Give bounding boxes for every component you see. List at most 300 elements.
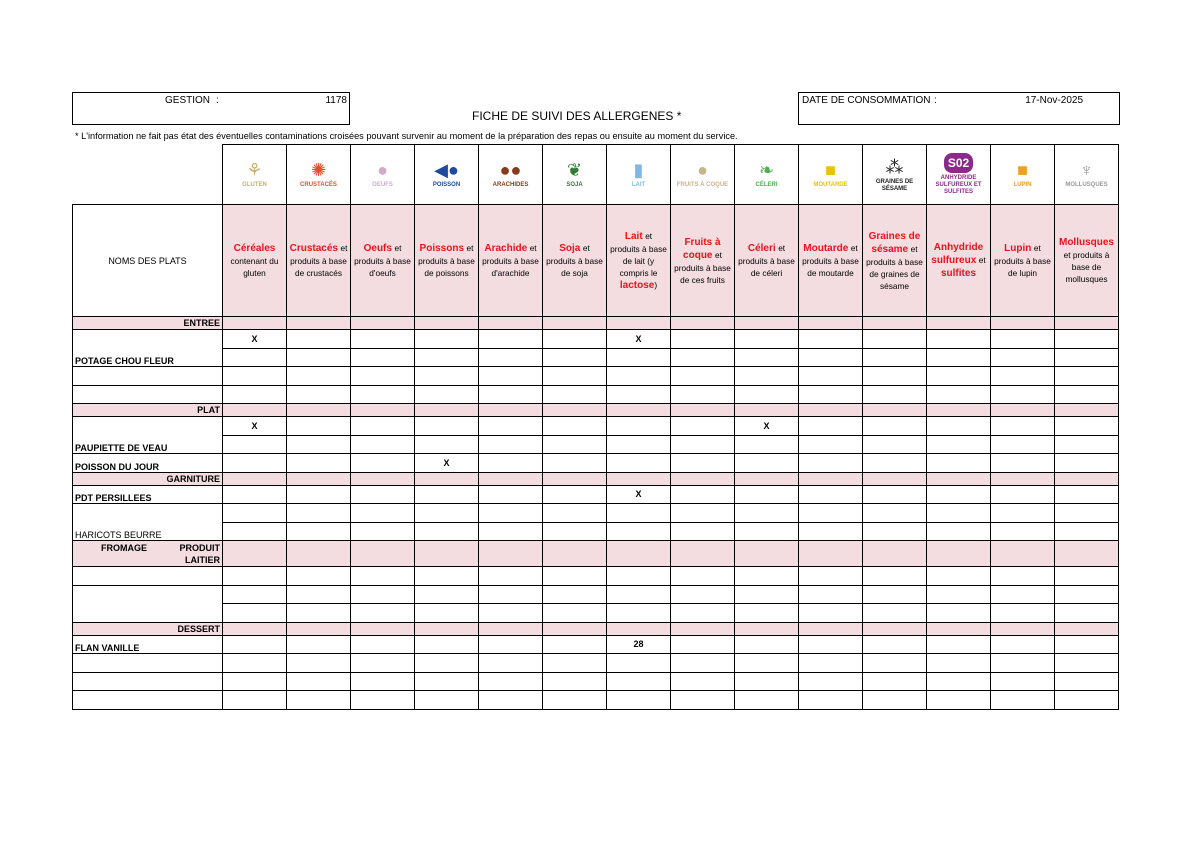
allergen-check-cell[interactable] bbox=[415, 367, 479, 386]
allergen-check-cell[interactable] bbox=[1055, 635, 1119, 654]
allergen-check-cell[interactable] bbox=[671, 385, 735, 404]
allergen-check-cell[interactable] bbox=[223, 367, 287, 386]
allergen-check-cell[interactable] bbox=[415, 654, 479, 673]
allergen-check-cell[interactable] bbox=[607, 417, 671, 436]
allergen-check-cell[interactable] bbox=[287, 385, 351, 404]
allergen-check-cell[interactable] bbox=[223, 691, 287, 710]
allergen-check-cell[interactable] bbox=[799, 385, 863, 404]
allergen-check-cell[interactable] bbox=[223, 635, 287, 654]
allergen-check-cell[interactable] bbox=[543, 454, 607, 473]
allergen-check-cell[interactable] bbox=[1055, 454, 1119, 473]
allergen-check-cell[interactable] bbox=[863, 472, 927, 485]
allergen-check-cell[interactable] bbox=[479, 472, 543, 485]
allergen-check-cell[interactable] bbox=[287, 317, 351, 330]
allergen-check-cell[interactable] bbox=[863, 417, 927, 436]
allergen-check-cell[interactable] bbox=[735, 385, 799, 404]
allergen-check-cell[interactable] bbox=[543, 472, 607, 485]
allergen-check-cell[interactable] bbox=[927, 454, 991, 473]
allergen-check-cell[interactable] bbox=[991, 454, 1055, 473]
allergen-check-cell[interactable]: X bbox=[607, 485, 671, 504]
allergen-check-cell[interactable] bbox=[863, 654, 927, 673]
allergen-check-cell[interactable] bbox=[351, 541, 415, 567]
allergen-check-cell[interactable] bbox=[799, 585, 863, 604]
allergen-check-cell[interactable] bbox=[415, 585, 479, 604]
allergen-check-cell[interactable] bbox=[735, 485, 799, 504]
allergen-check-cell[interactable] bbox=[735, 367, 799, 386]
allergen-check-cell[interactable] bbox=[927, 417, 991, 436]
allergen-check-cell[interactable] bbox=[479, 404, 543, 417]
allergen-check-cell[interactable] bbox=[927, 330, 991, 349]
allergen-check-cell[interactable] bbox=[1055, 472, 1119, 485]
allergen-check-cell[interactable] bbox=[543, 567, 607, 586]
allergen-check-cell[interactable] bbox=[351, 348, 415, 367]
allergen-check-cell[interactable] bbox=[991, 604, 1055, 623]
allergen-check-cell[interactable] bbox=[1055, 485, 1119, 504]
allergen-check-cell[interactable] bbox=[863, 330, 927, 349]
allergen-check-cell[interactable] bbox=[223, 385, 287, 404]
allergen-check-cell[interactable] bbox=[671, 472, 735, 485]
allergen-check-cell[interactable] bbox=[415, 472, 479, 485]
allergen-check-cell[interactable] bbox=[799, 317, 863, 330]
allergen-check-cell[interactable] bbox=[223, 317, 287, 330]
allergen-check-cell[interactable] bbox=[287, 404, 351, 417]
allergen-check-cell[interactable] bbox=[735, 317, 799, 330]
allergen-check-cell[interactable] bbox=[735, 541, 799, 567]
allergen-check-cell[interactable] bbox=[415, 604, 479, 623]
allergen-check-cell[interactable] bbox=[991, 404, 1055, 417]
allergen-check-cell[interactable] bbox=[799, 654, 863, 673]
allergen-check-cell[interactable] bbox=[927, 654, 991, 673]
allergen-check-cell[interactable] bbox=[735, 522, 799, 541]
allergen-check-cell[interactable] bbox=[543, 485, 607, 504]
allergen-check-cell[interactable] bbox=[799, 472, 863, 485]
allergen-check-cell[interactable] bbox=[1055, 367, 1119, 386]
allergen-check-cell[interactable] bbox=[1055, 317, 1119, 330]
allergen-check-cell[interactable] bbox=[991, 367, 1055, 386]
allergen-check-cell[interactable] bbox=[607, 348, 671, 367]
allergen-check-cell[interactable] bbox=[415, 672, 479, 691]
allergen-check-cell[interactable] bbox=[607, 317, 671, 330]
allergen-check-cell[interactable] bbox=[671, 348, 735, 367]
allergen-check-cell[interactable] bbox=[479, 485, 543, 504]
allergen-check-cell[interactable] bbox=[671, 585, 735, 604]
allergen-check-cell[interactable] bbox=[927, 472, 991, 485]
allergen-check-cell[interactable] bbox=[991, 385, 1055, 404]
allergen-check-cell[interactable] bbox=[607, 585, 671, 604]
allergen-check-cell[interactable] bbox=[479, 348, 543, 367]
allergen-check-cell[interactable] bbox=[351, 435, 415, 454]
allergen-check-cell[interactable] bbox=[863, 635, 927, 654]
allergen-check-cell[interactable] bbox=[671, 654, 735, 673]
allergen-check-cell[interactable]: X bbox=[223, 330, 287, 349]
allergen-check-cell[interactable] bbox=[799, 567, 863, 586]
allergen-check-cell[interactable] bbox=[927, 348, 991, 367]
allergen-check-cell[interactable] bbox=[1055, 604, 1119, 623]
allergen-check-cell[interactable] bbox=[223, 622, 287, 635]
allergen-check-cell[interactable] bbox=[223, 585, 287, 604]
allergen-check-cell[interactable] bbox=[799, 417, 863, 436]
allergen-check-cell[interactable] bbox=[735, 504, 799, 523]
allergen-check-cell[interactable] bbox=[223, 348, 287, 367]
allergen-check-cell[interactable] bbox=[415, 541, 479, 567]
allergen-check-cell[interactable] bbox=[799, 522, 863, 541]
allergen-check-cell[interactable] bbox=[287, 472, 351, 485]
allergen-check-cell[interactable] bbox=[351, 672, 415, 691]
allergen-check-cell[interactable] bbox=[223, 541, 287, 567]
allergen-check-cell[interactable] bbox=[799, 541, 863, 567]
allergen-check-cell[interactable] bbox=[863, 435, 927, 454]
allergen-check-cell[interactable] bbox=[927, 541, 991, 567]
allergen-check-cell[interactable] bbox=[351, 417, 415, 436]
allergen-check-cell[interactable] bbox=[543, 691, 607, 710]
allergen-check-cell[interactable] bbox=[863, 485, 927, 504]
allergen-check-cell[interactable] bbox=[543, 604, 607, 623]
allergen-check-cell[interactable] bbox=[927, 404, 991, 417]
allergen-check-cell[interactable] bbox=[479, 654, 543, 673]
allergen-check-cell[interactable] bbox=[927, 485, 991, 504]
allergen-check-cell[interactable] bbox=[479, 622, 543, 635]
allergen-check-cell[interactable] bbox=[287, 454, 351, 473]
allergen-check-cell[interactable] bbox=[927, 317, 991, 330]
allergen-check-cell[interactable] bbox=[799, 485, 863, 504]
allergen-check-cell[interactable] bbox=[607, 622, 671, 635]
allergen-check-cell[interactable] bbox=[671, 485, 735, 504]
allergen-check-cell[interactable]: X bbox=[607, 330, 671, 349]
allergen-check-cell[interactable] bbox=[351, 404, 415, 417]
allergen-check-cell[interactable] bbox=[543, 317, 607, 330]
allergen-check-cell[interactable] bbox=[351, 367, 415, 386]
allergen-check-cell[interactable] bbox=[415, 435, 479, 454]
allergen-check-cell[interactable] bbox=[287, 541, 351, 567]
allergen-check-cell[interactable] bbox=[543, 504, 607, 523]
allergen-check-cell[interactable] bbox=[287, 504, 351, 523]
allergen-check-cell[interactable] bbox=[799, 367, 863, 386]
allergen-check-cell[interactable] bbox=[223, 567, 287, 586]
allergen-check-cell[interactable] bbox=[415, 385, 479, 404]
allergen-check-cell[interactable] bbox=[927, 672, 991, 691]
allergen-check-cell[interactable] bbox=[287, 485, 351, 504]
allergen-check-cell[interactable] bbox=[735, 567, 799, 586]
allergen-check-cell[interactable] bbox=[543, 385, 607, 404]
allergen-check-cell[interactable]: X bbox=[735, 417, 799, 436]
allergen-check-cell[interactable] bbox=[735, 435, 799, 454]
allergen-check-cell[interactable] bbox=[671, 317, 735, 330]
allergen-check-cell[interactable] bbox=[223, 472, 287, 485]
allergen-check-cell[interactable] bbox=[543, 435, 607, 454]
allergen-check-cell[interactable] bbox=[415, 348, 479, 367]
allergen-check-cell[interactable] bbox=[799, 454, 863, 473]
allergen-check-cell[interactable] bbox=[671, 622, 735, 635]
allergen-check-cell[interactable] bbox=[351, 622, 415, 635]
allergen-check-cell[interactable] bbox=[607, 472, 671, 485]
allergen-check-cell[interactable] bbox=[1055, 567, 1119, 586]
allergen-check-cell[interactable] bbox=[543, 622, 607, 635]
allergen-check-cell[interactable] bbox=[543, 672, 607, 691]
allergen-check-cell[interactable] bbox=[991, 567, 1055, 586]
allergen-check-cell[interactable] bbox=[287, 330, 351, 349]
allergen-check-cell[interactable] bbox=[927, 622, 991, 635]
allergen-check-cell[interactable] bbox=[991, 504, 1055, 523]
allergen-check-cell[interactable] bbox=[863, 317, 927, 330]
allergen-check-cell[interactable] bbox=[543, 404, 607, 417]
allergen-check-cell[interactable] bbox=[991, 654, 1055, 673]
allergen-check-cell[interactable]: X bbox=[415, 454, 479, 473]
allergen-check-cell[interactable] bbox=[607, 454, 671, 473]
allergen-check-cell[interactable] bbox=[735, 635, 799, 654]
allergen-check-cell[interactable] bbox=[223, 654, 287, 673]
allergen-check-cell[interactable] bbox=[799, 691, 863, 710]
allergen-check-cell[interactable] bbox=[863, 504, 927, 523]
allergen-check-cell[interactable] bbox=[1055, 672, 1119, 691]
allergen-check-cell[interactable] bbox=[671, 367, 735, 386]
allergen-check-cell[interactable] bbox=[1055, 654, 1119, 673]
allergen-check-cell[interactable] bbox=[415, 485, 479, 504]
allergen-check-cell[interactable] bbox=[863, 367, 927, 386]
allergen-check-cell[interactable] bbox=[479, 585, 543, 604]
allergen-check-cell[interactable] bbox=[351, 485, 415, 504]
allergen-check-cell[interactable] bbox=[799, 672, 863, 691]
allergen-check-cell[interactable] bbox=[415, 404, 479, 417]
allergen-check-cell[interactable] bbox=[607, 367, 671, 386]
allergen-check-cell[interactable] bbox=[991, 622, 1055, 635]
allergen-check-cell[interactable] bbox=[607, 385, 671, 404]
allergen-check-cell[interactable] bbox=[415, 622, 479, 635]
allergen-check-cell[interactable] bbox=[1055, 417, 1119, 436]
allergen-check-cell[interactable] bbox=[223, 404, 287, 417]
allergen-check-cell[interactable] bbox=[543, 635, 607, 654]
allergen-check-cell[interactable] bbox=[735, 604, 799, 623]
allergen-check-cell[interactable] bbox=[223, 454, 287, 473]
allergen-check-cell[interactable] bbox=[543, 541, 607, 567]
allergen-check-cell[interactable] bbox=[351, 635, 415, 654]
allergen-check-cell[interactable] bbox=[223, 672, 287, 691]
allergen-check-cell[interactable] bbox=[863, 404, 927, 417]
allergen-check-cell[interactable] bbox=[735, 472, 799, 485]
allergen-check-cell[interactable] bbox=[223, 604, 287, 623]
allergen-check-cell[interactable] bbox=[991, 330, 1055, 349]
allergen-check-cell[interactable] bbox=[287, 691, 351, 710]
allergen-check-cell[interactable] bbox=[991, 691, 1055, 710]
allergen-check-cell[interactable] bbox=[1055, 622, 1119, 635]
allergen-check-cell[interactable] bbox=[351, 454, 415, 473]
allergen-check-cell[interactable] bbox=[287, 367, 351, 386]
allergen-check-cell[interactable] bbox=[671, 541, 735, 567]
allergen-check-cell[interactable] bbox=[735, 654, 799, 673]
allergen-check-cell[interactable] bbox=[607, 567, 671, 586]
allergen-check-cell[interactable] bbox=[287, 654, 351, 673]
allergen-check-cell[interactable] bbox=[927, 585, 991, 604]
allergen-check-cell[interactable] bbox=[607, 541, 671, 567]
allergen-check-cell[interactable] bbox=[351, 385, 415, 404]
allergen-check-cell[interactable] bbox=[607, 404, 671, 417]
allergen-check-cell[interactable] bbox=[351, 654, 415, 673]
allergen-check-cell[interactable] bbox=[351, 585, 415, 604]
allergen-check-cell[interactable] bbox=[351, 504, 415, 523]
allergen-check-cell[interactable] bbox=[799, 330, 863, 349]
allergen-check-cell[interactable] bbox=[223, 435, 287, 454]
allergen-check-cell[interactable] bbox=[415, 317, 479, 330]
allergen-check-cell[interactable] bbox=[1055, 522, 1119, 541]
allergen-check-cell[interactable] bbox=[1055, 385, 1119, 404]
allergen-check-cell[interactable] bbox=[799, 504, 863, 523]
allergen-check-cell[interactable] bbox=[671, 417, 735, 436]
allergen-check-cell[interactable] bbox=[735, 672, 799, 691]
allergen-check-cell[interactable] bbox=[351, 330, 415, 349]
allergen-check-cell[interactable] bbox=[671, 454, 735, 473]
allergen-check-cell[interactable] bbox=[671, 404, 735, 417]
allergen-check-cell[interactable] bbox=[863, 348, 927, 367]
allergen-check-cell[interactable] bbox=[351, 317, 415, 330]
allergen-check-cell[interactable] bbox=[863, 454, 927, 473]
allergen-check-cell[interactable] bbox=[671, 604, 735, 623]
allergen-check-cell[interactable] bbox=[799, 604, 863, 623]
allergen-check-cell[interactable] bbox=[863, 522, 927, 541]
allergen-check-cell[interactable] bbox=[607, 435, 671, 454]
allergen-check-cell[interactable] bbox=[735, 622, 799, 635]
allergen-check-cell[interactable] bbox=[991, 672, 1055, 691]
allergen-check-cell[interactable] bbox=[479, 504, 543, 523]
allergen-check-cell[interactable] bbox=[927, 567, 991, 586]
allergen-check-cell[interactable] bbox=[927, 504, 991, 523]
allergen-check-cell[interactable] bbox=[479, 317, 543, 330]
allergen-check-cell[interactable] bbox=[991, 317, 1055, 330]
allergen-check-cell[interactable] bbox=[799, 635, 863, 654]
allergen-check-cell[interactable] bbox=[1055, 541, 1119, 567]
allergen-check-cell[interactable] bbox=[479, 635, 543, 654]
allergen-check-cell[interactable] bbox=[415, 567, 479, 586]
allergen-check-cell[interactable] bbox=[1055, 330, 1119, 349]
allergen-check-cell[interactable] bbox=[927, 435, 991, 454]
allergen-check-cell[interactable] bbox=[479, 541, 543, 567]
allergen-check-cell[interactable] bbox=[415, 504, 479, 523]
allergen-check-cell[interactable] bbox=[863, 385, 927, 404]
allergen-check-cell[interactable] bbox=[735, 348, 799, 367]
allergen-check-cell[interactable] bbox=[543, 522, 607, 541]
allergen-check-cell[interactable] bbox=[479, 691, 543, 710]
allergen-check-cell[interactable] bbox=[671, 504, 735, 523]
allergen-check-cell[interactable] bbox=[799, 404, 863, 417]
allergen-check-cell[interactable] bbox=[927, 604, 991, 623]
allergen-check-cell[interactable] bbox=[863, 585, 927, 604]
allergen-check-cell[interactable] bbox=[351, 567, 415, 586]
allergen-check-cell[interactable] bbox=[863, 691, 927, 710]
allergen-check-cell[interactable] bbox=[991, 485, 1055, 504]
allergen-check-cell[interactable] bbox=[607, 504, 671, 523]
allergen-check-cell[interactable] bbox=[991, 472, 1055, 485]
allergen-check-cell[interactable] bbox=[351, 691, 415, 710]
allergen-check-cell[interactable] bbox=[287, 417, 351, 436]
allergen-check-cell[interactable] bbox=[863, 541, 927, 567]
allergen-check-cell[interactable] bbox=[991, 417, 1055, 436]
allergen-check-cell[interactable] bbox=[543, 417, 607, 436]
allergen-check-cell[interactable] bbox=[223, 522, 287, 541]
allergen-check-cell[interactable] bbox=[799, 435, 863, 454]
allergen-check-cell[interactable] bbox=[927, 522, 991, 541]
allergen-check-cell[interactable] bbox=[1055, 585, 1119, 604]
allergen-check-cell[interactable] bbox=[799, 622, 863, 635]
allergen-check-cell[interactable] bbox=[1055, 504, 1119, 523]
allergen-check-cell[interactable] bbox=[863, 622, 927, 635]
allergen-check-cell[interactable] bbox=[223, 485, 287, 504]
allergen-check-cell[interactable] bbox=[991, 541, 1055, 567]
allergen-check-cell[interactable] bbox=[479, 435, 543, 454]
allergen-check-cell[interactable] bbox=[287, 522, 351, 541]
allergen-check-cell[interactable] bbox=[415, 417, 479, 436]
allergen-check-cell[interactable]: X bbox=[223, 417, 287, 436]
allergen-check-cell[interactable] bbox=[543, 348, 607, 367]
allergen-check-cell[interactable] bbox=[479, 385, 543, 404]
allergen-check-cell[interactable] bbox=[287, 435, 351, 454]
allergen-check-cell[interactable] bbox=[671, 522, 735, 541]
allergen-check-cell[interactable] bbox=[671, 635, 735, 654]
allergen-check-cell[interactable] bbox=[735, 454, 799, 473]
allergen-check-cell[interactable] bbox=[1055, 691, 1119, 710]
allergen-check-cell[interactable] bbox=[991, 635, 1055, 654]
allergen-check-cell[interactable] bbox=[287, 635, 351, 654]
allergen-check-cell[interactable] bbox=[927, 385, 991, 404]
allergen-check-cell[interactable] bbox=[287, 622, 351, 635]
allergen-check-cell[interactable] bbox=[543, 585, 607, 604]
allergen-check-cell[interactable] bbox=[863, 604, 927, 623]
allergen-check-cell[interactable] bbox=[991, 348, 1055, 367]
allergen-check-cell[interactable] bbox=[799, 348, 863, 367]
allergen-check-cell[interactable] bbox=[479, 367, 543, 386]
allergen-check-cell[interactable] bbox=[607, 691, 671, 710]
allergen-check-cell[interactable] bbox=[863, 567, 927, 586]
allergen-check-cell[interactable] bbox=[223, 504, 287, 523]
allergen-check-cell[interactable] bbox=[287, 567, 351, 586]
allergen-check-cell[interactable] bbox=[927, 635, 991, 654]
allergen-check-cell[interactable] bbox=[351, 604, 415, 623]
allergen-check-cell[interactable] bbox=[735, 404, 799, 417]
allergen-check-cell[interactable] bbox=[287, 585, 351, 604]
allergen-check-cell[interactable] bbox=[671, 672, 735, 691]
allergen-check-cell[interactable] bbox=[287, 348, 351, 367]
allergen-check-cell[interactable] bbox=[479, 330, 543, 349]
allergen-check-cell[interactable] bbox=[351, 472, 415, 485]
allergen-check-cell[interactable] bbox=[607, 654, 671, 673]
allergen-check-cell[interactable] bbox=[543, 367, 607, 386]
allergen-check-cell[interactable] bbox=[543, 654, 607, 673]
allergen-check-cell[interactable] bbox=[351, 522, 415, 541]
allergen-check-cell[interactable] bbox=[415, 522, 479, 541]
allergen-check-cell[interactable] bbox=[479, 417, 543, 436]
allergen-check-cell[interactable] bbox=[735, 585, 799, 604]
allergen-check-cell[interactable] bbox=[991, 435, 1055, 454]
allergen-check-cell[interactable] bbox=[671, 691, 735, 710]
allergen-check-cell[interactable] bbox=[607, 672, 671, 691]
allergen-check-cell[interactable] bbox=[927, 367, 991, 386]
allergen-check-cell[interactable] bbox=[415, 330, 479, 349]
allergen-check-cell[interactable] bbox=[543, 330, 607, 349]
allergen-check-cell[interactable] bbox=[479, 567, 543, 586]
allergen-check-cell[interactable] bbox=[735, 691, 799, 710]
allergen-check-cell[interactable] bbox=[735, 330, 799, 349]
allergen-check-cell[interactable] bbox=[607, 604, 671, 623]
allergen-check-cell[interactable] bbox=[863, 672, 927, 691]
allergen-check-cell[interactable] bbox=[671, 567, 735, 586]
allergen-check-cell[interactable] bbox=[479, 672, 543, 691]
allergen-check-cell[interactable] bbox=[287, 604, 351, 623]
allergen-check-cell[interactable] bbox=[607, 522, 671, 541]
allergen-check-cell[interactable] bbox=[671, 330, 735, 349]
allergen-check-cell[interactable] bbox=[479, 522, 543, 541]
allergen-check-cell[interactable] bbox=[671, 435, 735, 454]
allergen-check-cell[interactable] bbox=[479, 604, 543, 623]
allergen-check-cell[interactable] bbox=[927, 691, 991, 710]
allergen-check-cell[interactable] bbox=[991, 522, 1055, 541]
allergen-check-cell[interactable] bbox=[991, 585, 1055, 604]
